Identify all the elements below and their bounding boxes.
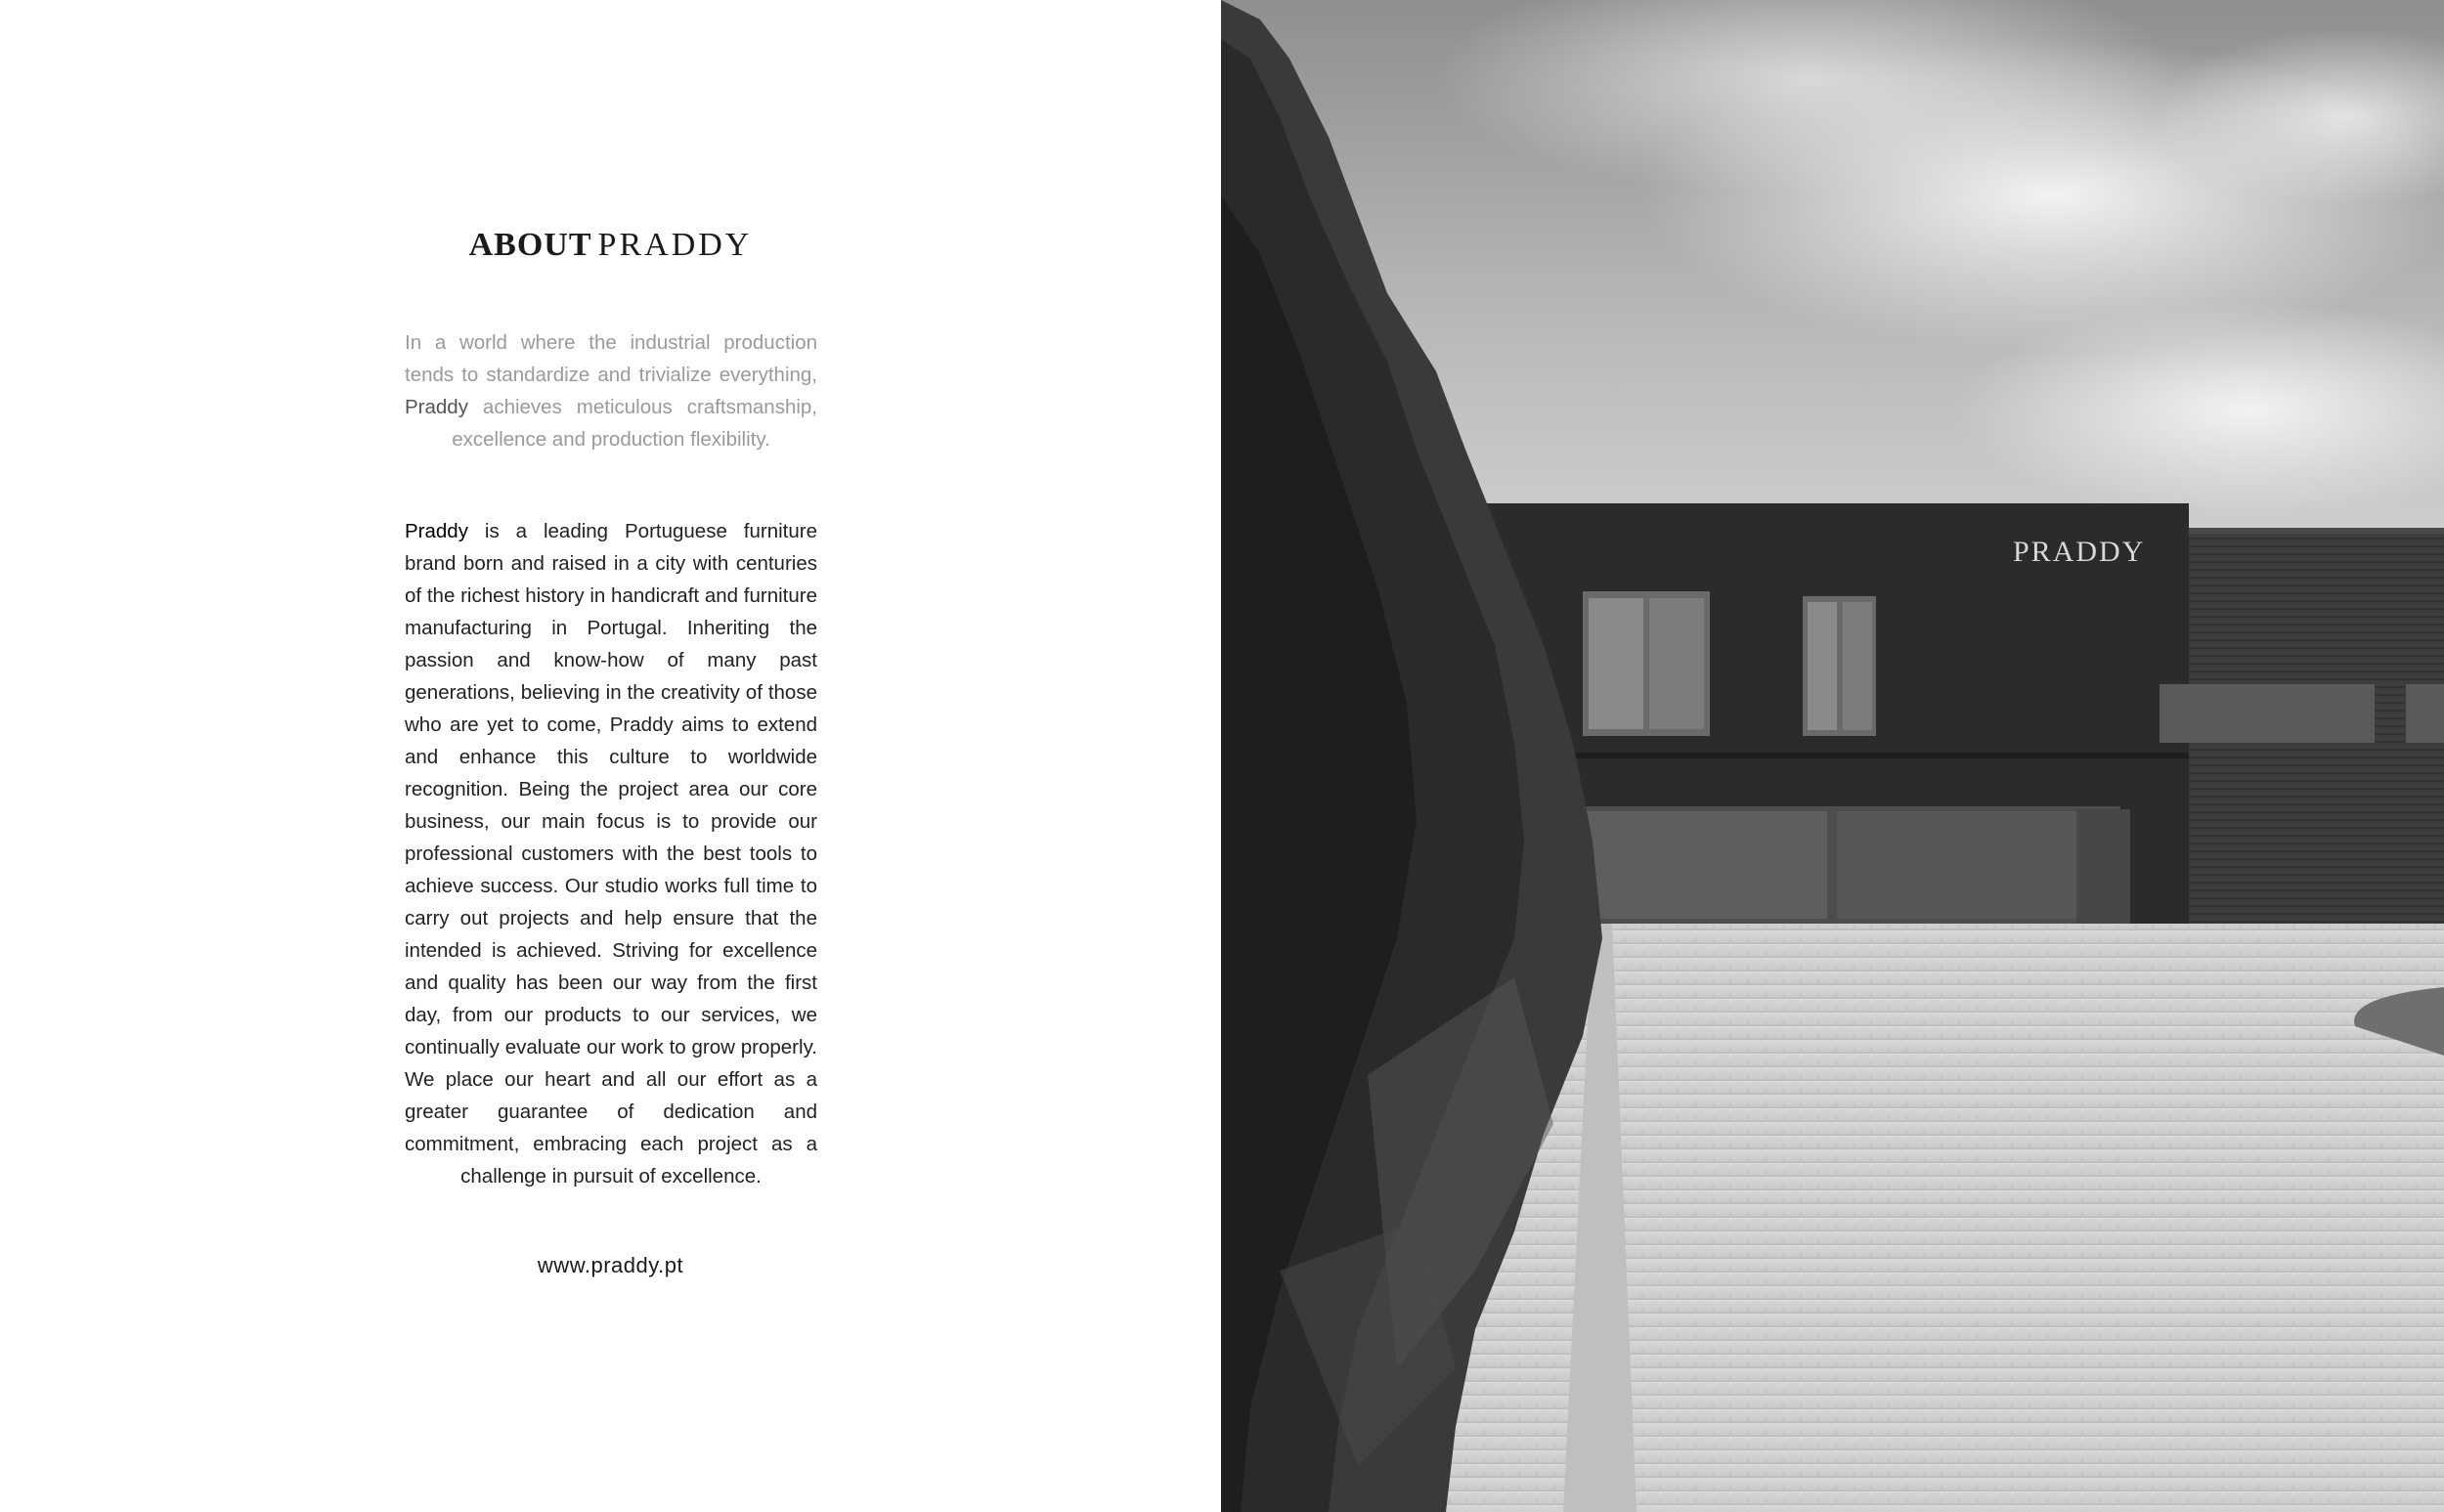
siding-window [2160,684,2375,743]
page-title [0,227,1221,264]
side-door [2076,809,2130,924]
title-praddy: PRADDY [597,227,753,263]
factory-photo [1221,0,2444,1512]
building-sign: PRADDY [2013,536,2146,568]
body-paragraph [405,515,817,1192]
left-page [0,0,1221,1512]
intro-brand: Praddy [405,396,468,418]
intro-post: achieves meticulous craftsmanship, excellence and production flexibility. [452,396,817,451]
body-text: is a leading Portuguese furniture brand born and raised in a city with centuries of the richest history in handicraft and furniture manufacturing in Portugal. Inheriting the passion and know-how of many past generations, believing in the creativity of those who are yet to come, Praddy aims to extend and enhance this culture to worldwide recognition. Being the project area our core business, our main focus is to provide our professional customers with the best tools to achieve success. Our studio works full time to carry out projects and help ensure that the intended is achieved. Striving for excellence and quality has been our way from the first day, from our products to our services, we continually evaluate our work to grow properly. We place our heart and all our effort as a greater guarantee of dedication and commitment, embracing each project as a challenge in pursuit of excellence. [405,520,817,1188]
intro-paragraph [405,326,817,455]
siding-window-2 [2406,684,2444,743]
title-about: ABOUT [468,227,592,263]
intro-pre: In a world where the industrial production tends to standardize and trivialize everything, [405,331,817,386]
website-link[interactable]: www.praddy.pt [537,1253,684,1277]
body-brand: Praddy [405,520,468,542]
